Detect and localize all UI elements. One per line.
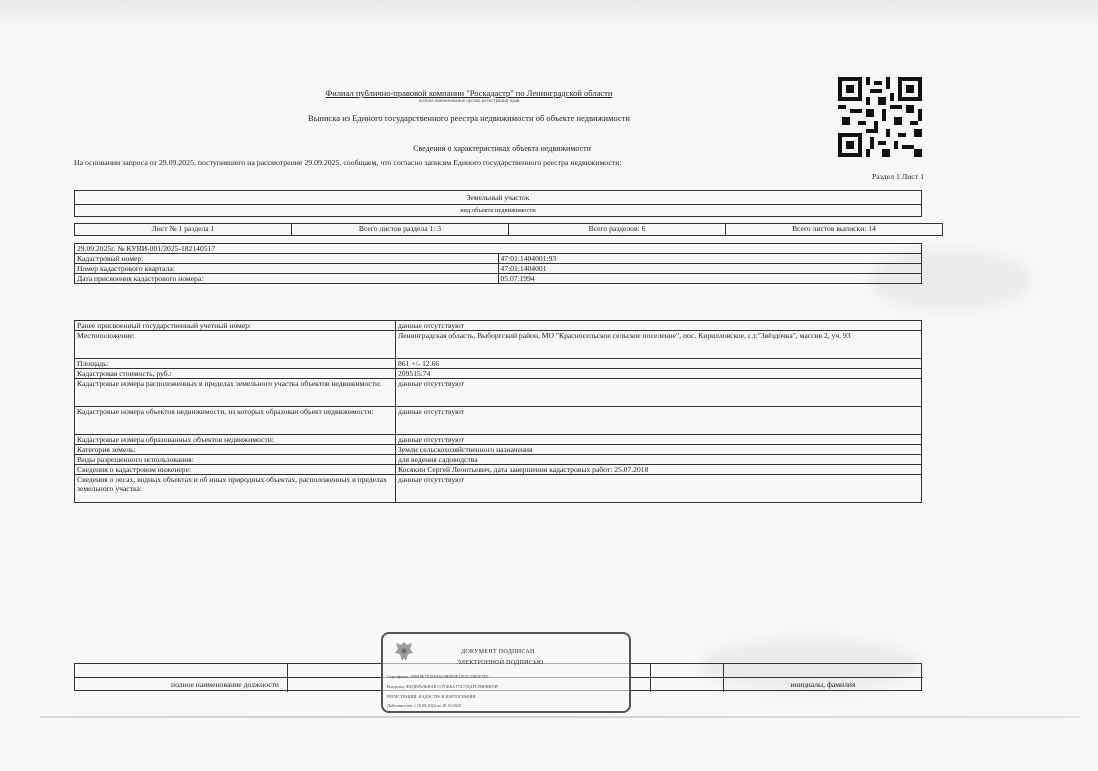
sheet-of-section: Лист № 1 раздела 1 (75, 224, 292, 236)
table-row (75, 379, 922, 407)
stamp-owner: Владелец: ФЕДЕРАЛЬНАЯ СЛУЖБА ГОСУДАРСТВЕННОЙ (387, 684, 498, 689)
sheets-table (74, 223, 943, 236)
field-value: данные отсутствуют (396, 435, 922, 445)
extract-number: 29.09.2025г. № КУВИ-001/2025-182140517 (75, 244, 922, 254)
field-label: Кадастровый номер: (75, 254, 499, 264)
position-label: полное наименование должности (171, 680, 279, 689)
object-type: Земельный участок (75, 191, 921, 205)
field-label: Кадастровые номера объектов недвижимости, из которых образован объект недвижимости: (75, 407, 396, 435)
field-label: Дата присвоения кадастрового номера: (75, 274, 499, 284)
field-value: данные отсутствуют (396, 475, 922, 503)
total-section-sheets: Всего листов раздела 1: 3 (292, 224, 509, 236)
field-value: Земли сельскохозяйственного назначения (396, 445, 922, 455)
table-row (75, 435, 922, 445)
table-row (75, 331, 922, 359)
cadastral-quarter: 47:01:1404001 (498, 264, 922, 274)
document-subtitle: Сведения о характеристиках объекта недвижимости (413, 144, 591, 153)
field-label: Кадастровая стоимость, руб.: (75, 369, 396, 379)
table-row (75, 407, 922, 435)
table-row (75, 475, 922, 503)
field-label: Кадастровые номера образованных объектов недвижимости: (75, 435, 396, 445)
field-value: Ленинградская область, Выборгский район, МО "Красносельское сельское поселение", пос. Кирилловское, с.т."Звёздочка", массив 2, уч. 93 (396, 331, 922, 359)
field-label: Виды разрешенного использования: (75, 455, 396, 465)
field-label: Номер кадастрового квартала: (75, 264, 499, 274)
field-value: 209515.74 (396, 369, 922, 379)
signature-divider (650, 664, 651, 692)
field-label: Категория земель: (75, 445, 396, 455)
table-row (75, 465, 922, 475)
field-value: Косякин Сергей Леонтьевич, дата завершения кадастровых работ: 25.07.2018 (396, 465, 922, 475)
field-label: Кадастровые номера расположенных в пределах земельного участка объектов недвижимости: (75, 379, 396, 407)
field-label: Ранее присвоенный государственный учетный номер: (75, 321, 396, 331)
cadastral-number: 47:01:1404001:93 (498, 254, 922, 264)
document-title: Выписка из Единого государственного реестра недвижимости об объекте недвижимости (308, 113, 630, 123)
office-name: Филиал публично-правовой компании "Роскадастр" по Ленинградской области (325, 88, 613, 98)
stamp-owner-2: РЕГИСТРАЦИИ, КАДАСТРА И КАРТОГРАФИИ (387, 694, 476, 699)
table-row (75, 455, 922, 465)
field-label: Сведения о кадастровом инженере: (75, 465, 396, 475)
stamp-validity: Действителен: с 10.08.2024 по 28.10.2025 (387, 703, 462, 708)
field-value: данные отсутствуют (396, 379, 922, 407)
field-value: данные отсутствуют (396, 407, 922, 435)
field-label: Сведения о лесах, водных объектах и об иных природных объектах, расположенных в пределах земельного участка: (75, 475, 396, 503)
section-sheet-label: Раздел 1 Лист 1 (871, 172, 924, 181)
scan-edge-line (40, 716, 1080, 718)
field-label: Площадь: (75, 359, 396, 369)
coat-of-arms-icon (393, 640, 415, 664)
office-note: полное наименование органа регистрации прав (418, 99, 520, 104)
object-type-note: вид объекта недвижимости (460, 207, 536, 214)
table-row (75, 321, 922, 331)
qr-code-icon (838, 77, 922, 157)
field-label: Местоположение: (75, 331, 396, 359)
field-value: данные отсутствуют (396, 321, 922, 331)
field-value: 861 +/- 12.66 (396, 359, 922, 369)
total-extract-sheets: Всего листов выписки: 14 (726, 224, 943, 236)
stamp-certificate: Сертификат: 008A9E7E1F4A6C0B9D5E11F3C25B0D7E9 (387, 674, 489, 679)
table-row (75, 359, 922, 369)
details-table (74, 320, 922, 503)
table-row (75, 445, 922, 455)
stamp-line-1: ДОКУМЕНТ ПОДПИСАН (461, 649, 535, 655)
name-label: инициалы, фамилия (790, 680, 856, 689)
scan-top-band (0, 0, 1098, 22)
request-basis: На основании запроса от 29.09.2025, поступившего на рассмотрение 29.09.2025, сообщаем, что согласно записям Единого государственного реестра недвижимости: (74, 158, 622, 167)
electronic-signature-stamp (381, 632, 631, 713)
total-sections: Всего разделов: 6 (509, 224, 726, 236)
table-row (75, 369, 922, 379)
stamp-line-2: ЭЛЕКТРОННОЙ ПОДПИСЬЮ (457, 660, 544, 666)
identification-table (74, 243, 922, 284)
field-value: для ведения садоводства (396, 455, 922, 465)
object-type-box (74, 190, 922, 217)
assignment-date: 05.07.1994 (498, 274, 922, 284)
